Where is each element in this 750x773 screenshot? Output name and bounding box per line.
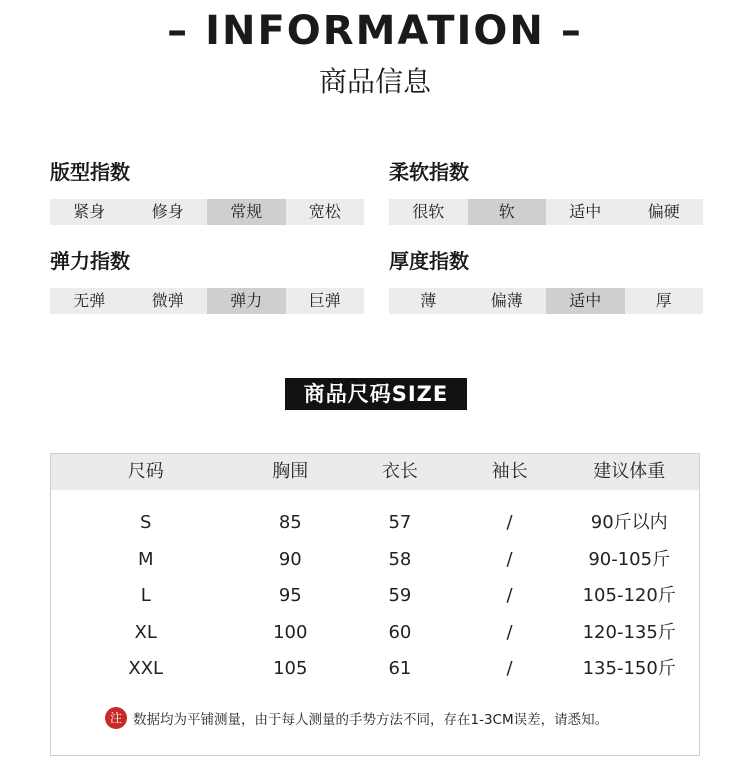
cell-weight: 105-120斤 (582, 585, 676, 606)
thickness-option: 厚 (655, 291, 672, 310)
cell-length: 61 (388, 658, 412, 679)
thickness-option: 薄 (420, 291, 437, 310)
softness-option: 偏硬 (647, 202, 680, 221)
information-heading: – INFORMATION – (167, 8, 583, 54)
thickness-option-selected: 适中 (546, 288, 625, 314)
fit-index (50, 159, 364, 225)
note-text: 数据均为平铺测量，由于每人测量的手势方法不同，存在1-3CM误差，请悉知。 (133, 712, 609, 728)
cell-size: XXL (128, 658, 164, 679)
cell-sleeve: / (506, 621, 513, 643)
table-row (51, 505, 699, 542)
fit-index-title: 版型指数 (50, 160, 130, 184)
cell-chest: 95 (278, 585, 302, 606)
cell-weight: 90-105斤 (588, 548, 671, 570)
cell-size: L (140, 585, 151, 606)
cell-sleeve: / (506, 585, 513, 606)
thickness-option: 偏薄 (490, 291, 523, 310)
elasticity-index-bar (50, 288, 364, 314)
elasticity-option: 无弹 (73, 291, 106, 310)
elasticity-option-selected: 弹力 (207, 288, 286, 314)
size-table-header (51, 454, 699, 490)
elasticity-option: 微弹 (151, 291, 184, 310)
table-row (51, 578, 699, 615)
fit-option: 紧身 (73, 202, 106, 221)
fit-option: 宽松 (308, 202, 341, 221)
cell-length: 58 (388, 548, 412, 570)
cell-chest: 85 (278, 512, 302, 533)
note-badge-icon: 注 (105, 707, 127, 729)
elasticity-index (50, 248, 364, 314)
cell-weight: 120-135斤 (582, 621, 676, 643)
cell-length: 60 (388, 621, 412, 643)
column-header-weight: 建议体重 (593, 461, 666, 482)
cell-size: M (137, 548, 154, 570)
cell-size: S (139, 512, 152, 533)
cell-sleeve: / (506, 548, 513, 570)
cell-sleeve: / (506, 658, 513, 679)
elasticity-option: 巨弹 (308, 291, 341, 310)
cell-sleeve: / (506, 512, 513, 533)
cell-weight: 90斤以内 (590, 512, 668, 533)
softness-index-bar (389, 199, 703, 225)
column-header-size: 尺码 (127, 461, 164, 482)
thickness-index (389, 248, 703, 314)
cell-length: 59 (388, 585, 412, 606)
size-table-body (51, 505, 699, 688)
cell-chest: 90 (278, 548, 302, 570)
cell-chest: 105 (273, 658, 308, 679)
cell-size: XL (134, 621, 157, 643)
thickness-index-bar (389, 288, 703, 314)
cell-weight: 135-150斤 (582, 658, 676, 679)
column-header-chest: 胸围 (272, 461, 309, 482)
product-info-subtitle: 商品信息 (318, 65, 431, 98)
fit-index-bar (50, 199, 364, 225)
softness-option-selected: 软 (468, 199, 547, 225)
column-header-length: 衣长 (381, 461, 418, 482)
table-row (51, 651, 699, 688)
softness-option: 适中 (569, 202, 602, 221)
size-section-title: 商品尺码SIZE (285, 378, 467, 410)
thickness-index-title: 厚度指数 (389, 249, 469, 273)
softness-index (389, 159, 703, 225)
table-row (51, 615, 699, 652)
table-row (51, 542, 699, 579)
softness-option: 很软 (412, 202, 445, 221)
cell-chest: 100 (273, 621, 308, 643)
elasticity-index-title: 弹力指数 (50, 249, 130, 273)
softness-index-title: 柔软指数 (389, 160, 469, 184)
fit-option: 修身 (151, 202, 184, 221)
size-table (50, 453, 700, 756)
cell-length: 57 (388, 512, 412, 533)
measurement-note (105, 707, 608, 729)
fit-option-selected: 常规 (207, 199, 286, 225)
column-header-sleeve: 袖长 (491, 461, 528, 482)
